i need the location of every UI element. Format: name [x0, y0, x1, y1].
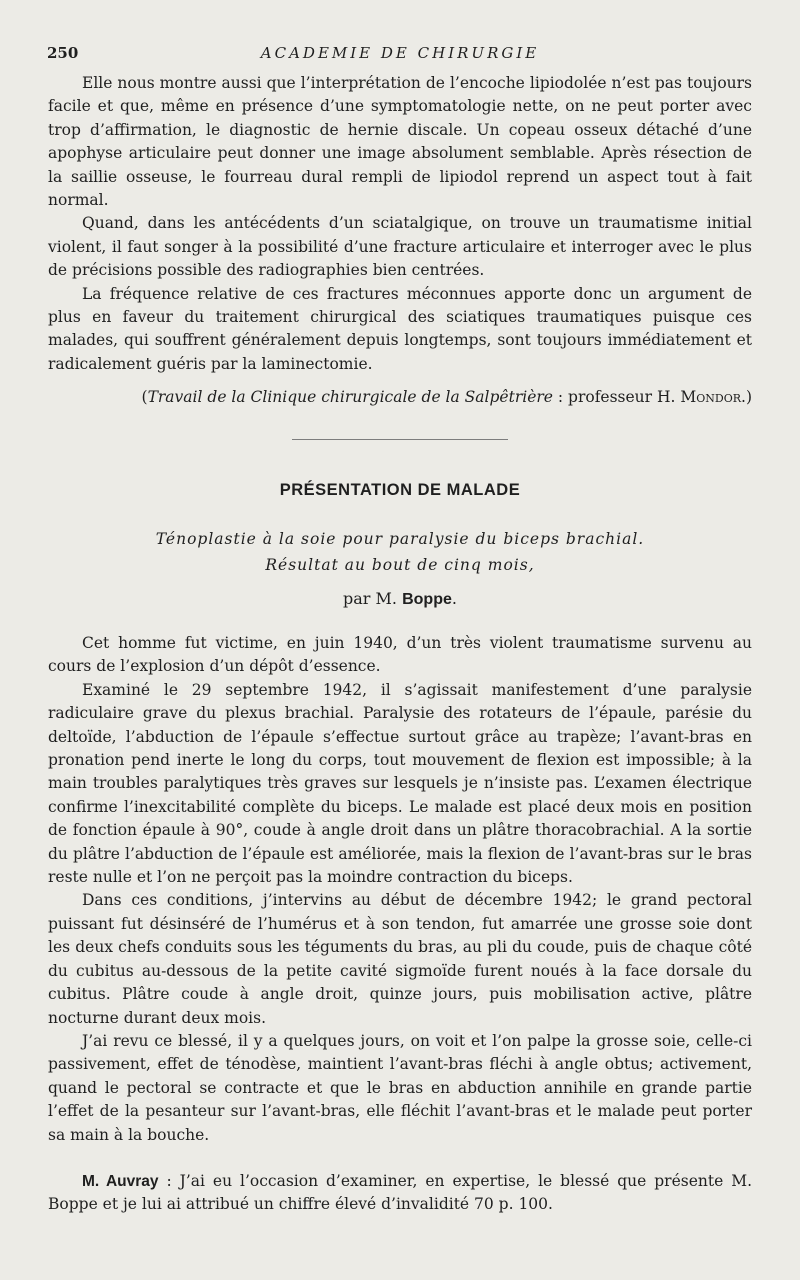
- section-divider: [292, 439, 508, 440]
- credit-clinic: Travail de la Clinique chirurgicale de la Salpêtrière: [147, 388, 553, 406]
- credit-open: (: [141, 388, 148, 406]
- paragraph: Elle nous montre aussi que l’interprétation de l’encoche lipiodolée n’est pas toujours facile et que, même en présence d’une symptomatologie nette, on ne peut porter avec trop d’affirmation, le diagnostic de hernie discale. Un copeau osseux détaché d’une apophyse articulaire peut donner une image absolument semblable. Après résection de la saillie osseuse, le fourreau dural rempli de lipiodol reprend un aspect tout à fait normal.: [48, 74, 752, 210]
- intro-text: [48, 72, 752, 376]
- credit-separator: : professeur H.: [552, 388, 681, 406]
- journal-title: ACADEMIE DE CHIRURGIE: [260, 44, 540, 62]
- byline-prefix: par M.: [343, 589, 403, 608]
- running-head: [0, 44, 800, 66]
- credit-professor: Mondor: [680, 388, 742, 406]
- paragraph: Dans ces conditions, j’intervins au début de décembre 1942; le grand pectoral puissant fut désinséré de l’humérus et à son tendon, fut amarrée une grosse soie dont les deux chefs conduits sous les téguments du bras, au pli du coude, puis de chaque côté du cubitus au-dessous de la petite cavité sigmoïde furent noués à la face dorsale du cubitus. Plâtre coude à angle droit, quinze jours, puis mobilisation active, plâtre nocturne durant deux mois.: [48, 891, 752, 1027]
- paragraph: Examiné le 29 septembre 1942, il s’agissait manifestement d’une paralysie radiculaire grave du plexus brachial. Paralysie des rotateurs de l’épaule, parésie du deltoïde, l’abduction de l’épaule s’effectue surtout grâce au trapèze; l’avant-bras en pronation pend inerte le long du corps, tout mouvement de flexion est impossible; à la main troubles paralytiques très graves sur lesquels je n’insiste pas. L’examen électrique confirme l’inexcitabilité complète du biceps. Le malade est placé deux mois en position de fonction épaule à 90°, coude à angle droit dans un plâtre thoracobrachial. A la sortie du plâtre l’abduction de l’épaule est améliorée, mais la flexion de l’avant-bras sur le bras reste nulle et l’on ne perçoit pas la moindre contraction du biceps.: [48, 680, 752, 887]
- paragraph: J’ai revu ce blessé, il y a quelques jours, on voit et l’on palpe la grosse soie, celle-ci passivement, effet de ténodèse, maintient l’avant-bras fléchi à angle obtus; activement, quand le pectoral se contracte et que le bras en abduction annihile en grande partie l’effet de la pesanteur sur l’avant-bras, elle fléchit l’avant-bras et le malade peut porter sa main à la bouche.: [48, 1031, 752, 1144]
- credit-line: [48, 386, 752, 409]
- credit-close: .): [741, 388, 752, 406]
- discussion-text: : J’ai eu l’occasion d’examiner, en expertise, le blessé que présente M. Boppe et je lui ai attribué un chiffre élevé d’invalidité 70 p. 100.: [48, 1172, 752, 1214]
- discussant-name: M. Auvray: [82, 1173, 159, 1190]
- author-name: Boppe: [402, 591, 452, 608]
- byline: [0, 589, 800, 609]
- article-subtitle: Résultat au bout de cinq mois,: [265, 556, 535, 574]
- discussion: [48, 1170, 752, 1217]
- paragraph: La fréquence relative de ces fractures méconnues apporte donc un argument de plus en faveur du traitement chirurgical des sciatiques traumatiques puisque ces malades, qui souffrent généralement depuis longtemps, sont toujours immédiatement et radicalement guéris par la laminectomie.: [48, 284, 752, 373]
- byline-suffix: .: [451, 589, 457, 608]
- paragraph: Quand, dans les antécédents d’un sciatalgique, on trouve un traumatisme initial violent, il faut songer à la possibilité d’une fracture articulaire et interroger avec le plus de précisions possible des radiographies bien centrées.: [48, 214, 752, 280]
- paragraph: Cet homme fut victime, en juin 1940, d’un très violent traumatisme survenu au cours de l’explosion d’un dépôt d’essence.: [48, 634, 752, 676]
- case-report: [48, 632, 752, 1147]
- article-title: Ténoplastie à la soie pour paralysie du biceps brachial.: [155, 530, 645, 548]
- section-heading: PRÉSENTATION DE MALADE: [279, 481, 521, 499]
- page-number: 250: [47, 44, 79, 62]
